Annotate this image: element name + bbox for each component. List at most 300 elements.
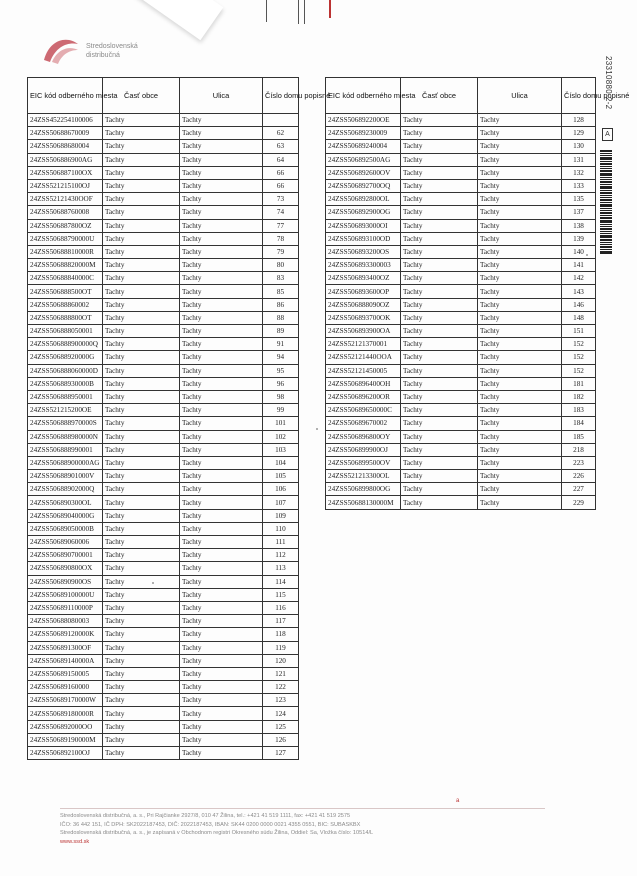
- cell-eic: 24ZSS52121430OOF: [28, 193, 103, 206]
- cell-street: Tachty: [180, 483, 263, 496]
- cell-part: Tachty: [103, 628, 180, 641]
- cell-part: Tachty: [401, 232, 478, 245]
- cell-number: 96: [263, 377, 299, 390]
- cell-part: Tachty: [103, 364, 180, 377]
- cell-part: Tachty: [401, 377, 478, 390]
- cell-eic: 24ZSS506888050001: [28, 325, 103, 338]
- cell-part: Tachty: [401, 259, 478, 272]
- cell-part: Tachty: [103, 720, 180, 733]
- table-row: [326, 166, 596, 179]
- cell-number: 74: [263, 206, 299, 219]
- cell-street: Tachty: [478, 153, 562, 166]
- cell-part: Tachty: [401, 166, 478, 179]
- cell-eic: 24ZSS50689230009: [326, 127, 401, 140]
- cell-number: 120: [263, 654, 299, 667]
- table-row: [28, 628, 299, 641]
- table-row: [28, 140, 299, 153]
- cell-number: 128: [562, 114, 596, 127]
- header-street: Ulica: [180, 78, 263, 114]
- cell-eic: 24ZSS506892000OO: [28, 720, 103, 733]
- cell-street: Tachty: [478, 193, 562, 206]
- cell-street: Tachty: [180, 166, 263, 179]
- cell-eic: 24ZSS50688760008: [28, 206, 103, 219]
- cell-part: Tachty: [401, 470, 478, 483]
- cell-eic: 24ZSS506890800OX: [28, 562, 103, 575]
- cell-number: 63: [263, 140, 299, 153]
- cell-eic: 24ZSS452254100006: [28, 114, 103, 127]
- cell-part: Tachty: [103, 654, 180, 667]
- cell-part: Tachty: [103, 575, 180, 588]
- table-row: [326, 311, 596, 324]
- cell-eic: 24ZSS506899900OJ: [326, 443, 401, 456]
- cell-number: 83: [263, 272, 299, 285]
- cell-street: Tachty: [478, 179, 562, 192]
- footer-registration: IČO: 36 442 151, IČ DPH: SK2022187453, DIČ: 2022187453, IBAN: SK44 0200 0000 0021 4355 0551, BIC: SUBASKBX: [60, 821, 361, 828]
- cell-part: Tachty: [103, 285, 180, 298]
- cell-street: Tachty: [478, 272, 562, 285]
- cell-street: Tachty: [180, 219, 263, 232]
- cell-street: Tachty: [478, 166, 562, 179]
- table-row: [28, 496, 299, 509]
- cell-eic: 24ZSS506893300003: [326, 259, 401, 272]
- cell-part: Tachty: [401, 417, 478, 430]
- cell-eic: 24ZSS50689050000B: [28, 522, 103, 535]
- cell-eic: 24ZSS506899500OV: [326, 456, 401, 469]
- table-row: [28, 114, 299, 127]
- table-row: [28, 417, 299, 430]
- cell-eic: 24ZSS50688920000G: [28, 351, 103, 364]
- table-row: [28, 483, 299, 496]
- cell-eic: 24ZSS50689170000W: [28, 694, 103, 707]
- cell-number: 148: [562, 311, 596, 324]
- logo-mark-icon: [40, 34, 80, 66]
- table-row: [326, 127, 596, 140]
- cell-part: Tachty: [103, 232, 180, 245]
- cell-street: Tachty: [478, 404, 562, 417]
- table-row: [28, 179, 299, 192]
- cell-street: Tachty: [180, 496, 263, 509]
- cell-street: Tachty: [180, 127, 263, 140]
- cell-eic: 24ZSS50688810000R: [28, 245, 103, 258]
- cell-street: Tachty: [180, 364, 263, 377]
- table-row: [326, 417, 596, 430]
- table-header-row: [326, 78, 596, 114]
- cell-eic: 24ZSS506896400OH: [326, 377, 401, 390]
- table-row: [28, 456, 299, 469]
- cell-eic: 24ZSS506893200OS: [326, 245, 401, 258]
- cell-number: 111: [263, 536, 299, 549]
- cell-number: 73: [263, 193, 299, 206]
- cell-number: 102: [263, 430, 299, 443]
- scan-line: [304, 0, 305, 24]
- cell-part: Tachty: [103, 536, 180, 549]
- footer-website-link[interactable]: www.ssd.sk: [60, 838, 90, 845]
- table-row: [326, 232, 596, 245]
- cell-number: 152: [562, 351, 596, 364]
- table-row: [28, 536, 299, 549]
- header-part: Časť obce: [401, 78, 478, 114]
- cell-eic: 24ZSS50689110000P: [28, 601, 103, 614]
- cell-street: Tachty: [180, 443, 263, 456]
- table-row: [28, 193, 299, 206]
- cell-part: Tachty: [103, 733, 180, 746]
- cell-street: Tachty: [180, 733, 263, 746]
- cell-street: Tachty: [180, 285, 263, 298]
- cell-number: 77: [263, 219, 299, 232]
- table-row: [28, 549, 299, 562]
- cell-number: 127: [263, 747, 299, 760]
- cell-eic: 24ZSS506892800OL: [326, 193, 401, 206]
- table-row: [28, 351, 299, 364]
- table-row: [28, 575, 299, 588]
- cell-number: 137: [562, 206, 596, 219]
- cell-street: Tachty: [478, 483, 562, 496]
- cell-eic: 24ZSS506899800OG: [326, 483, 401, 496]
- company-name-line2: distribučná: [86, 52, 120, 59]
- cell-number: 185: [562, 430, 596, 443]
- cell-eic: 24ZSS50689120000K: [28, 628, 103, 641]
- cell-number: 223: [562, 456, 596, 469]
- cell-street: Tachty: [180, 654, 263, 667]
- cell-number: 183: [562, 404, 596, 417]
- table-row: [326, 140, 596, 153]
- table-row: [326, 193, 596, 206]
- cell-part: Tachty: [103, 206, 180, 219]
- table-row: [28, 311, 299, 324]
- table-row: [28, 364, 299, 377]
- cell-eic: 24ZSS50688080003: [28, 615, 103, 628]
- cell-eic: 24ZSS506893000OI: [326, 219, 401, 232]
- cell-street: Tachty: [478, 364, 562, 377]
- cell-part: Tachty: [103, 325, 180, 338]
- table-row: [28, 509, 299, 522]
- cell-eic: 24ZSS506896200OR: [326, 390, 401, 403]
- table-row: [28, 390, 299, 403]
- barcode-icon: [600, 150, 612, 270]
- table-row: [28, 588, 299, 601]
- table-row: [326, 338, 596, 351]
- cell-street: Tachty: [478, 127, 562, 140]
- cell-part: Tachty: [103, 193, 180, 206]
- table-row: [28, 377, 299, 390]
- cell-street: Tachty: [478, 298, 562, 311]
- table-row: [28, 298, 299, 311]
- table-row: [28, 232, 299, 245]
- cell-number: 89: [263, 325, 299, 338]
- cell-street: Tachty: [478, 325, 562, 338]
- cell-number: 152: [562, 338, 596, 351]
- cell-street: Tachty: [478, 430, 562, 443]
- cell-street: Tachty: [180, 272, 263, 285]
- document-id-box: A: [602, 128, 613, 141]
- cell-street: Tachty: [478, 470, 562, 483]
- cell-number: 125: [263, 720, 299, 733]
- cell-part: Tachty: [103, 707, 180, 720]
- cell-part: Tachty: [401, 193, 478, 206]
- table-row: [326, 364, 596, 377]
- cell-part: Tachty: [401, 272, 478, 285]
- cell-street: Tachty: [478, 443, 562, 456]
- table-row: [326, 285, 596, 298]
- cell-number: 107: [263, 496, 299, 509]
- cell-street: Tachty: [180, 522, 263, 535]
- cell-number: 64: [263, 153, 299, 166]
- table-row: [28, 325, 299, 338]
- cell-number: 152: [562, 364, 596, 377]
- scan-line: [266, 0, 267, 22]
- cell-eic: 24ZSS506893700OK: [326, 311, 401, 324]
- cell-eic: 24ZSS506888970000S: [28, 417, 103, 430]
- cell-number: 98: [263, 390, 299, 403]
- table-row: [326, 456, 596, 469]
- table-row: [28, 681, 299, 694]
- cell-number: 138: [562, 219, 596, 232]
- cell-eic: 24ZSS50689140000A: [28, 654, 103, 667]
- table-row: [28, 166, 299, 179]
- cell-number: 66: [263, 166, 299, 179]
- company-name-line1: Stredoslovenská: [86, 43, 138, 50]
- cell-eic: 24ZSS50688790000U: [28, 232, 103, 245]
- header-street: Ulica: [478, 78, 562, 114]
- cell-number: 227: [562, 483, 596, 496]
- cell-eic: 24ZSS50688930000B: [28, 377, 103, 390]
- cell-part: Tachty: [401, 179, 478, 192]
- cell-number: 112: [263, 549, 299, 562]
- cell-street: Tachty: [478, 417, 562, 430]
- cell-eic: 24ZSS52121440OOA: [326, 351, 401, 364]
- cell-number: 151: [562, 325, 596, 338]
- cell-part: Tachty: [103, 417, 180, 430]
- cell-part: Tachty: [103, 390, 180, 403]
- cell-street: Tachty: [180, 720, 263, 733]
- cell-street: Tachty: [180, 667, 263, 680]
- cell-number: 104: [263, 456, 299, 469]
- cell-eic: 24ZSS506888990001: [28, 443, 103, 456]
- cell-eic: 24ZSS50689040000G: [28, 509, 103, 522]
- cell-number: 133: [562, 179, 596, 192]
- cell-street: Tachty: [180, 325, 263, 338]
- cell-part: Tachty: [103, 259, 180, 272]
- cell-part: Tachty: [103, 522, 180, 535]
- cell-part: Tachty: [103, 615, 180, 628]
- cell-part: Tachty: [401, 325, 478, 338]
- table-row: [326, 206, 596, 219]
- cell-number: 229: [562, 496, 596, 509]
- table-row: [326, 219, 596, 232]
- cell-number: 123: [263, 694, 299, 707]
- cell-number: 79: [263, 245, 299, 258]
- cell-part: Tachty: [103, 166, 180, 179]
- cell-eic: 24ZSS50689240004: [326, 140, 401, 153]
- cell-number: 146: [562, 298, 596, 311]
- table-row: [28, 733, 299, 746]
- cell-eic: 24ZSS50689670002: [326, 417, 401, 430]
- cell-street: Tachty: [180, 377, 263, 390]
- header-eic: EIC kód odberného miesta: [326, 78, 401, 114]
- cell-number: 143: [562, 285, 596, 298]
- header-number: Číslo domu popisné: [562, 78, 596, 114]
- cell-eic: 24ZSS521215100OJ: [28, 179, 103, 192]
- table-row: [326, 430, 596, 443]
- cell-eic: 24ZSS506888800OT: [28, 311, 103, 324]
- table-row: [326, 377, 596, 390]
- cell-number: 121: [263, 667, 299, 680]
- cell-street: Tachty: [180, 193, 263, 206]
- cell-eic: 24ZSS506890700001: [28, 549, 103, 562]
- cell-number: 114: [263, 575, 299, 588]
- footer-divider: [60, 808, 545, 809]
- table-row: [28, 285, 299, 298]
- cell-street: Tachty: [180, 140, 263, 153]
- cell-eic: 24ZSS506888060000D: [28, 364, 103, 377]
- cell-street: Tachty: [180, 562, 263, 575]
- cell-street: Tachty: [478, 232, 562, 245]
- cell-part: Tachty: [103, 311, 180, 324]
- cell-number: 91: [263, 338, 299, 351]
- cell-part: Tachty: [103, 456, 180, 469]
- table-row: [326, 404, 596, 417]
- cell-part: Tachty: [103, 483, 180, 496]
- cell-part: Tachty: [103, 114, 180, 127]
- cell-part: Tachty: [401, 219, 478, 232]
- cell-number: 119: [263, 641, 299, 654]
- cell-street: Tachty: [180, 153, 263, 166]
- cell-number: 126: [263, 733, 299, 746]
- cell-street: Tachty: [180, 232, 263, 245]
- cell-number: 106: [263, 483, 299, 496]
- cell-part: Tachty: [103, 588, 180, 601]
- cell-number: 101: [263, 417, 299, 430]
- paper-fold: [127, 0, 224, 40]
- table-row: [28, 272, 299, 285]
- cell-street: Tachty: [478, 456, 562, 469]
- cell-part: Tachty: [103, 430, 180, 443]
- cell-part: Tachty: [103, 351, 180, 364]
- cell-eic: 24ZSS50689180000R: [28, 707, 103, 720]
- cell-part: Tachty: [103, 562, 180, 575]
- table-row: [326, 351, 596, 364]
- cell-number: 140: [562, 245, 596, 258]
- cell-part: Tachty: [401, 285, 478, 298]
- cell-part: Tachty: [103, 338, 180, 351]
- cell-number: 115: [263, 588, 299, 601]
- cell-street: Tachty: [478, 390, 562, 403]
- cell-part: Tachty: [401, 311, 478, 324]
- cell-part: Tachty: [103, 496, 180, 509]
- cell-street: Tachty: [180, 694, 263, 707]
- cell-street: Tachty: [180, 470, 263, 483]
- cell-street: Tachty: [180, 747, 263, 760]
- cell-eic: 24ZSS506892700OQ: [326, 179, 401, 192]
- cell-part: Tachty: [401, 338, 478, 351]
- cell-number: 130: [562, 140, 596, 153]
- cell-number: 135: [562, 193, 596, 206]
- cell-number: 139: [562, 232, 596, 245]
- document-id: 23310880-2-2: [604, 56, 613, 110]
- cell-street: Tachty: [180, 707, 263, 720]
- cell-number: 88: [263, 311, 299, 324]
- cell-number: 85: [263, 285, 299, 298]
- cell-eic: 24ZSS506892900OG: [326, 206, 401, 219]
- cell-street: Tachty: [180, 681, 263, 694]
- cell-street: Tachty: [180, 390, 263, 403]
- table-row: [28, 562, 299, 575]
- header-number: Číslo domu popisné: [263, 78, 299, 114]
- cell-number: 66: [263, 179, 299, 192]
- table-row: [28, 430, 299, 443]
- cell-number: 184: [562, 417, 596, 430]
- cell-part: Tachty: [401, 114, 478, 127]
- cell-street: Tachty: [478, 351, 562, 364]
- table-row: [28, 338, 299, 351]
- cell-part: Tachty: [103, 179, 180, 192]
- cell-street: Tachty: [180, 417, 263, 430]
- cell-number: 94: [263, 351, 299, 364]
- cell-number: 218: [562, 443, 596, 456]
- cell-street: Tachty: [478, 377, 562, 390]
- table-row: [28, 522, 299, 535]
- cell-part: Tachty: [401, 390, 478, 403]
- cell-part: Tachty: [401, 443, 478, 456]
- cell-street: Tachty: [180, 615, 263, 628]
- footer-register-note: Stredoslovenská distribučná, a. s., je zapísaná v Obchodnom registri Okresného súdu Žilina, Oddiel: Sa, Vložka číslo: 10514/L: [60, 830, 374, 837]
- table-row: [28, 747, 299, 760]
- cell-eic: 24ZSS506896800OY: [326, 430, 401, 443]
- cell-part: Tachty: [401, 127, 478, 140]
- cell-number: 95: [263, 364, 299, 377]
- table-row: [326, 470, 596, 483]
- cell-eic: 24ZSS50688900000AG: [28, 456, 103, 469]
- cell-number: 103: [263, 443, 299, 456]
- cell-eic: 24ZSS50688901000V: [28, 470, 103, 483]
- cell-part: Tachty: [103, 443, 180, 456]
- table-row: [28, 707, 299, 720]
- cell-number: 118: [263, 628, 299, 641]
- cell-street: Tachty: [180, 206, 263, 219]
- cell-street: Tachty: [478, 219, 562, 232]
- cell-part: Tachty: [401, 404, 478, 417]
- cell-eic: 24ZSS50689060006: [28, 536, 103, 549]
- table-row: [28, 601, 299, 614]
- cell-eic: 24ZSS506888500OT: [28, 285, 103, 298]
- cell-eic: 24ZSS506888900000Q: [28, 338, 103, 351]
- cell-part: Tachty: [401, 483, 478, 496]
- scan-line: [298, 0, 299, 24]
- cell-part: Tachty: [401, 206, 478, 219]
- cell-part: Tachty: [401, 430, 478, 443]
- table-row: [326, 179, 596, 192]
- table-row: [326, 259, 596, 272]
- cell-number: 226: [562, 470, 596, 483]
- cell-eic: 24ZSS506890900OS: [28, 575, 103, 588]
- table-header-row: [28, 78, 299, 114]
- cell-part: Tachty: [103, 549, 180, 562]
- cell-street: Tachty: [478, 245, 562, 258]
- cell-eic: 24ZSS506893900OA: [326, 325, 401, 338]
- cell-street: Tachty: [180, 298, 263, 311]
- cell-eic: 24ZSS521213300OL: [326, 470, 401, 483]
- cell-eic: 24ZSS506888950001: [28, 390, 103, 403]
- cell-number: 117: [263, 615, 299, 628]
- cell-part: Tachty: [103, 377, 180, 390]
- cell-eic: 24ZSS506892100OJ: [28, 747, 103, 760]
- cell-street: Tachty: [180, 601, 263, 614]
- cell-street: Tachty: [180, 430, 263, 443]
- scan-speck: [586, 254, 588, 256]
- cell-eic: 24ZSS506891300OF: [28, 641, 103, 654]
- cell-part: Tachty: [401, 140, 478, 153]
- table-row: [28, 206, 299, 219]
